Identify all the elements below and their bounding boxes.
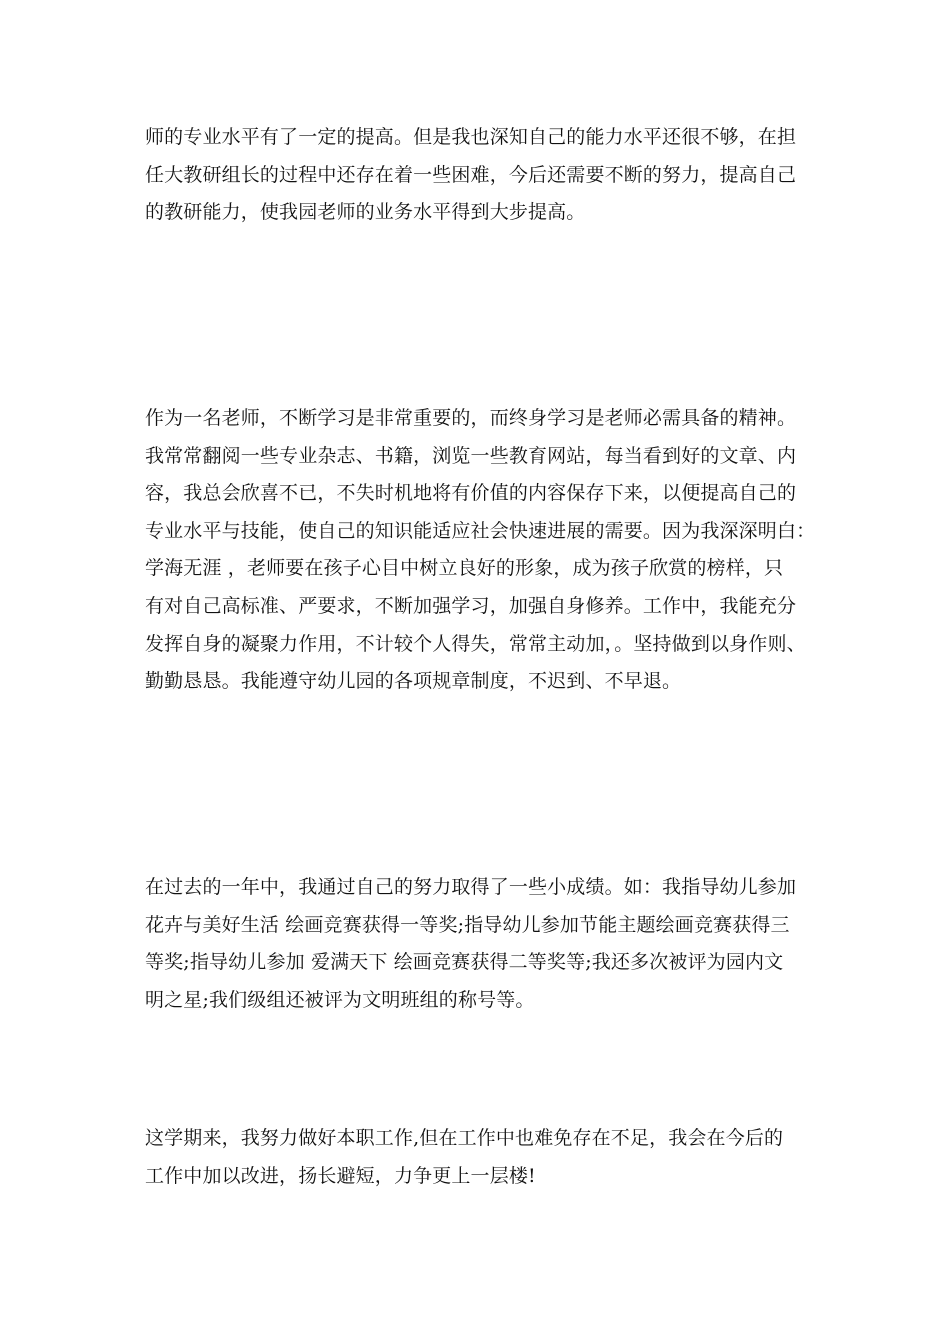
text-line: 有对自己高标准、严要求，不断加强学习，加强自身修养。工作中，我能充分 — [145, 594, 797, 617]
paragraph-conclusion — [145, 1120, 815, 1195]
text-line: 勤勤恳恳。我能遵守幼儿园的各项规章制度，不迟到、不早退。 — [145, 670, 682, 693]
paragraph-lifelong-learning — [145, 400, 815, 701]
text-line: 的教研能力，使我园老师的业务水平得到大步提高。 — [145, 201, 586, 224]
text-line: 作为一名老师，不断学习是非常重要的，而终身学习是老师必需具备的精神。 — [145, 407, 797, 429]
text-line: 这学期来，我努力做好本职工作,但在工作中也难免存在不足，我会在今后的 — [145, 1127, 784, 1149]
text-line: 学海无涯 ，老师要在孩子心目中树立良好的形象，成为孩子欣赏的榜样，只 — [145, 557, 784, 580]
text-line: 工作中加以改进，扬长避短，力争更上一层楼! — [145, 1164, 536, 1187]
text-line: 任大教研组长的过程中还存在着一些困难，今后还需要不断的努力，提高自己 — [145, 163, 797, 186]
text-line: 师的专业水平有了一定的提高。但是我也深知自己的能力水平还很不够，在担 — [145, 126, 797, 148]
paragraph-teaching-research — [145, 119, 815, 232]
text-line: 发挥自身的凝聚力作用，不计较个人得失，常常主动加，。坚持做到以身作则、 — [145, 632, 806, 655]
text-line: 专业水平与技能，使自己的知识能适应社会快速进展的需要。因为我深深明白： — [145, 519, 816, 542]
text-line: 等奖;指导幼儿参加 爱满天下 绘画竞赛获得二等奖等;我还多次被评为园内文 — [145, 951, 784, 974]
text-line: 容，我总会欣喜不已，不失时机地将有价值的内容保存下来，以便提高自己的 — [145, 482, 797, 505]
text-line: 花卉与美好生活 绘画竞赛获得一等奖;指导幼儿参加节能主题绘画竞赛获得三 — [145, 913, 790, 936]
text-line: 我常常翻阅一些专业杂志、书籍，浏览一些教育网站，每当看到好的文章、内 — [145, 444, 797, 467]
paragraph-achievements — [145, 869, 815, 1019]
text-line: 在过去的一年中，我通过自己的努力取得了一些小成绩。如：我指导幼儿参加 — [145, 876, 797, 898]
text-line: 明之星;我们级组还被评为文明班组的称号等。 — [145, 988, 535, 1011]
